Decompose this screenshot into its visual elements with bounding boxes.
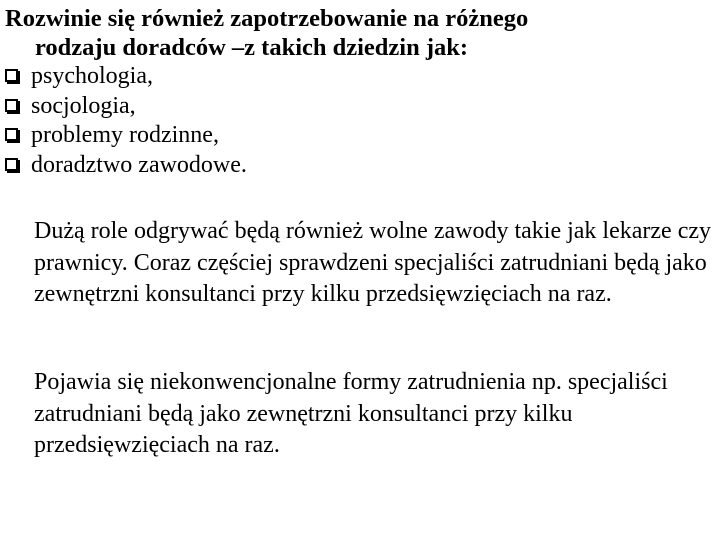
- list-item: [5, 121, 705, 151]
- bullet-list: [5, 62, 705, 180]
- list-item-label: psychologia,: [31, 63, 153, 89]
- heading-line-1: Rozwinie się również zapotrzebowanie na różnego: [5, 5, 529, 32]
- paragraph-free-professions: Dużą role odgrywać będą również wolne zawody takie jak lekarze czy prawnicy. Coraz częściej sprawdzeni specjaliści zatrudniani będą jako zewnętrzni konsultanci przy kilku przedsięwzięciach na raz.: [34, 218, 712, 307]
- paragraph-unconventional-employment: Pojawia się niekonwencjonalne formy zatrudnienia np. specjaliści zatrudniani będą jako zewnętrzni konsultanci przy kilku przedsięwzięciach na raz.: [34, 369, 668, 458]
- list-item-label: problemy rodzinne,: [31, 122, 219, 148]
- checkbox-bullet-icon: [5, 99, 18, 112]
- checkbox-bullet-icon: [5, 128, 18, 141]
- list-item: [5, 62, 705, 92]
- checkbox-bullet-icon: [5, 158, 18, 171]
- slide-heading: [5, 4, 705, 62]
- list-item-label: doradztwo zawodowe.: [31, 151, 247, 178]
- list-item: [5, 92, 705, 122]
- list-item-label: socjologia,: [31, 92, 136, 119]
- checkbox-bullet-icon: [5, 69, 18, 82]
- heading-line-2: rodzaju doradców –z takich dziedzin jak:: [35, 34, 469, 61]
- list-item: [5, 151, 705, 181]
